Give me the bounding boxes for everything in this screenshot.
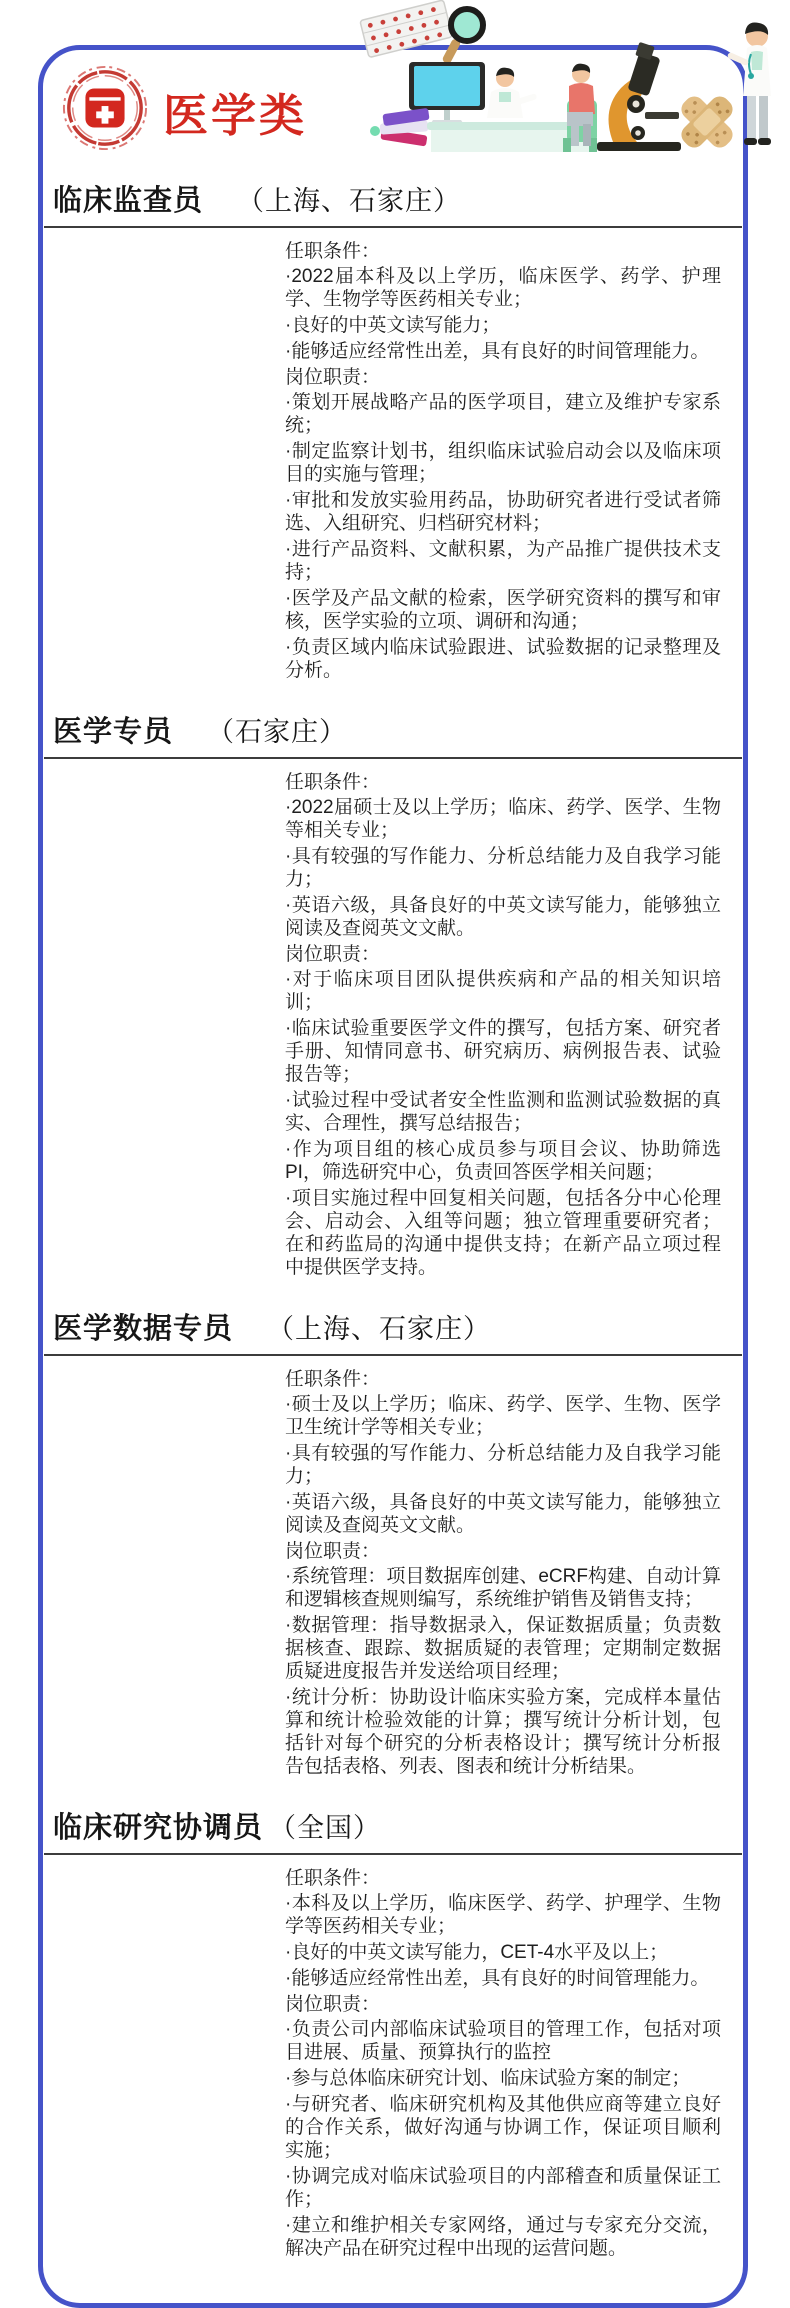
bullet-item: ·英语六级，具备良好的中英文读写能力，能够独立阅读及查阅英文文献。 xyxy=(285,1492,721,1536)
bullet-item: ·制定监察计划书，组织临床试验启动会以及临床项目的实施与管理； xyxy=(285,441,721,485)
job-location: （全国） xyxy=(269,1813,382,1843)
bullet-item: ·具有较强的写作能力、分析总结能力及自我学习能力； xyxy=(285,1443,721,1487)
requirements-label: 任职条件： xyxy=(285,1868,381,1889)
job-body xyxy=(43,759,743,1296)
bullet-item: ·2022届硕士及以上学历；临床、药学、医学、生物等相关专业； xyxy=(285,797,721,841)
duties-label: 岗位职责： xyxy=(285,367,381,388)
bullet-item: ·数据管理：指导数据录入，保证数据质量；负责数据核查、跟踪、数据质疑的表管理；定期制定数据质疑进度报告并发送给项目经理； xyxy=(285,1615,721,1682)
requirements-label: 任职条件： xyxy=(285,772,381,793)
job-title-row xyxy=(43,1795,743,1853)
medical-category-card xyxy=(38,45,748,2308)
duties-list xyxy=(285,1565,721,1778)
duties-list xyxy=(285,391,721,682)
bullet-item: ·项目实施过程中回复相关问题，包括各分中心伦理会、启动会、入组等问题；独立管理重要研究者；在和药监局的沟通中提供支持；在新产品立项过程中提供医学支持。 xyxy=(285,1188,721,1278)
bullet-item: ·作为项目组的核心成员参与项目会议、协助筛选PI，筛选研究中心，负责回答医学相关问题； xyxy=(285,1139,721,1183)
patient-on-chair-figure xyxy=(563,64,597,152)
bullet-item: ·能够适应经常性出差，具有良好的时间管理能力。 xyxy=(285,341,710,362)
bullet-item: ·负责公司内部临床试验项目的管理工作，包括对项目进展、质量、预算执行的监控 xyxy=(285,2019,721,2063)
bullet-item: ·对于临床项目团队提供疾病和产品的相关知识培训； xyxy=(285,969,721,1013)
pill-blister-icon xyxy=(360,0,453,58)
bullet-item: ·临床试验重要医学文件的撰写，包括方案、研究者手册、知情同意书、研究病历、病例报告表、试验报告等； xyxy=(285,1018,721,1085)
job-location: （上海、石家庄） xyxy=(237,186,462,216)
job-body xyxy=(43,1855,743,2277)
duties-label: 岗位职责： xyxy=(285,1994,381,2015)
bullet-item: ·硕士及以上学历；临床、药学、医学、生物、医学卫生统计学等相关专业； xyxy=(285,1394,721,1438)
first-aid-kit-icon xyxy=(61,64,149,152)
job-title: 临床监查员 xyxy=(53,185,204,217)
bandage-cross-icon xyxy=(677,92,736,151)
bullet-item: ·进行产品资料、文献积累，为产品推广提供技术支持； xyxy=(285,539,721,583)
requirements-list xyxy=(285,796,721,940)
duties-list xyxy=(285,968,721,1279)
job-section-medical-data-specialist xyxy=(43,1296,743,1795)
job-title-row xyxy=(43,1296,743,1354)
standing-doctor-figure xyxy=(727,22,771,145)
job-title-row xyxy=(43,699,743,757)
bullet-item: ·英语六级，具备良好的中英文读写能力，能够独立阅读及查阅英文文献。 xyxy=(285,895,721,939)
job-location: （石家庄） xyxy=(207,717,348,747)
bullet-item: ·策划开展战略产品的医学项目，建立及维护专家系统； xyxy=(285,392,721,436)
bullet-item: ·能够适应经常性出差，具有良好的时间管理能力。 xyxy=(285,1968,710,1989)
requirements-list xyxy=(285,265,721,363)
bullet-item: ·本科及以上学历，临床医学、药学、护理学、生物学等医药相关专业； xyxy=(285,1893,721,1937)
duties-label: 岗位职责： xyxy=(285,1541,381,1562)
requirements-label: 任职条件： xyxy=(285,241,381,262)
job-location: （上海、石家庄） xyxy=(267,1314,492,1344)
requirements-list xyxy=(285,1393,721,1537)
job-title: 临床研究协调员 xyxy=(53,1812,264,1844)
job-title: 医学数据专员 xyxy=(53,1313,234,1345)
job-section-clinical-research-coordinator xyxy=(43,1795,743,2277)
job-body xyxy=(43,1356,743,1795)
bullet-item: ·医学及产品文献的检索，医学研究资料的撰写和审核，医学实验的立项、调研和沟通； xyxy=(285,588,721,632)
job-section-medical-specialist xyxy=(43,699,743,1296)
job-title: 医学专员 xyxy=(53,716,174,748)
requirements-list xyxy=(285,1892,721,1990)
bullet-item: ·参与总体临床研究计划、临床试验方案的制定； xyxy=(285,2068,691,2089)
bullet-item: ·具有较强的写作能力、分析总结能力及自我学习能力； xyxy=(285,846,721,890)
bullet-item: ·试验过程中受试者安全性监测和监测试验数据的真实、合理性，撰写总结报告； xyxy=(285,1090,721,1134)
duties-list xyxy=(285,2018,721,2260)
bullet-item: ·建立和维护相关专家网络，通过与专家充分交流，解决产品在研究过程中出现的运营问题。 xyxy=(285,2215,721,2259)
bullet-item: ·审批和发放实验用药品，协助研究者进行受试者筛选、入组研究、归档研究材料； xyxy=(285,490,721,534)
bullet-item: ·系统管理：项目数据库创建、eCRF构建、自动计算和逻辑核查规则编写，系统维护销售及销售支持； xyxy=(285,1566,721,1610)
job-section-clinical-monitor xyxy=(43,168,743,699)
books-icon xyxy=(370,108,430,147)
microscope-icon xyxy=(597,42,681,151)
bullet-item: ·统计分析：协助设计临床实验方案，完成样本量估算和统计检验效能的计算；撰写统计分析计划，包括针对每个研究的分析表格设计；撰写统计分析报告包括表格、列表、图表和统计分析结果。 xyxy=(285,1687,721,1777)
bullet-item: ·2022届本科及以上学历，临床医学、药学、护理学、生物学等医药相关专业； xyxy=(285,266,721,310)
job-body xyxy=(43,228,743,699)
bullet-item: ·协调完成对临床试验项目的内部稽查和质量保证工作； xyxy=(285,2166,721,2210)
category-title: 医学类 xyxy=(163,89,308,141)
duties-label: 岗位职责： xyxy=(285,944,381,965)
bullet-item: ·良好的中英文读写能力，CET-4水平及以上； xyxy=(285,1942,669,1963)
bullet-item: ·良好的中英文读写能力； xyxy=(285,315,501,336)
job-title-row xyxy=(43,168,743,226)
bullet-item: ·与研究者、临床研究机构及其他供应商等建立良好的合作关系，做好沟通与协调工作，保证项目顺利实施； xyxy=(285,2094,721,2161)
bullet-item: ·负责区域内临床试验跟进、试验数据的记录整理及分析。 xyxy=(285,637,721,681)
doctor-at-desk-figure xyxy=(487,68,537,118)
medical-scene-illustration xyxy=(345,0,785,152)
requirements-label: 任职条件： xyxy=(285,1369,381,1390)
